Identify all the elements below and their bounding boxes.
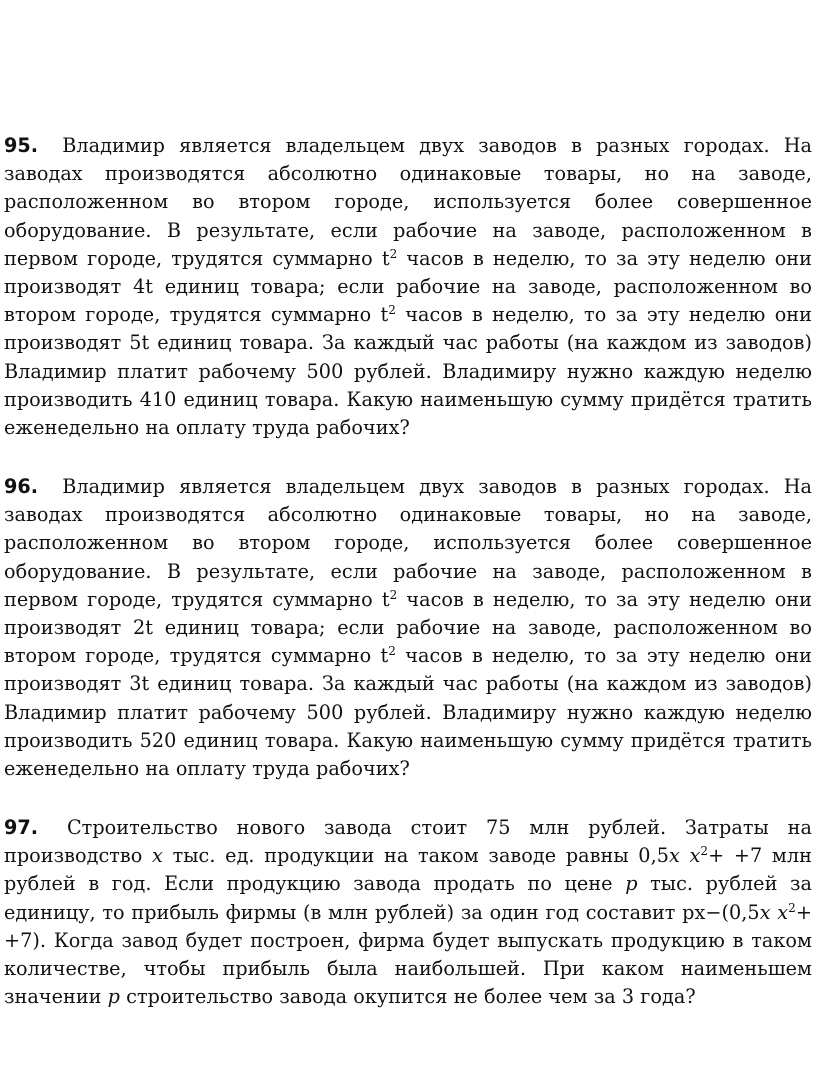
- problem-number: 95.: [4, 134, 39, 157]
- problem-text: Владимир является владельцем двух заводов в разных городах. На заводах производятся абсолютно одинаковые товары, но на заводе, расположенном во втором городе, используется более совершенное оборудование. В результате, если рабочие на заводе, расположенном в первом городе, трудятся суммарно $t^2$ часов в неделю, то за эту неделю они производят 2t единиц товара; если рабочие на заводе, расположенном во втором городе, трудятся суммарно $t^2$ часов в неделю, то за эту неделю они производят 3t единиц товара. За каждый час работы (на каждом из заводов) Владимир платит рабочему 500 рублей. Владимиру нужно каждую неделю производить 520 единиц товара. Какую наименьшую сумму придётся тратить еженедельно на оплату труда рабочих?: [4, 475, 812, 781]
- problem-number: 97.: [4, 816, 39, 839]
- problem-96: [4, 473, 812, 783]
- problem-97: [4, 814, 812, 1011]
- problem-text: Владимир является владельцем двух заводов в разных городах. На заводах производятся абсолютно одинаковые товары, но на заводе, расположенном во втором городе, используется более совершенное оборудование. В результате, если рабочие на заводе, расположенном в первом городе, трудятся суммарно $t^2$ часов в неделю, то за эту неделю они производят 4t единиц товара; если рабочие на заводе, расположенном во втором городе, трудятся суммарно $t^2$ часов в неделю, то за эту неделю они производят 5t единиц товара. За каждый час работы (на каждом из заводов) Владимир платит рабочему 500 рублей. Владимиру нужно каждую неделю производить 410 единиц товара. Какую наименьшую сумму придётся тратить еженедельно на оплату труда рабочих?: [4, 134, 812, 440]
- problem-number: 96.: [4, 475, 39, 498]
- problem-95: [4, 132, 812, 442]
- problem-text: Строительство нового завода стоит 75 млн рублей. Затраты на производство x тыс. ед. продукции на таком заводе равны 0,5x $x^2+ +7$ млн рублей в год. Если продукцию завода продать по цене p тыс. рублей за единицу, то прибыль фирмы (в млн рублей) за один год составит px−(0,5x $x^2+ +7$). Когда завод будет построен, фирма будет выпускать продукцию в таком количестве, чтобы прибыль была наибольшей. При каком наименьшем значении p строительство завода окупится не более чем за 3 года?: [4, 816, 813, 1009]
